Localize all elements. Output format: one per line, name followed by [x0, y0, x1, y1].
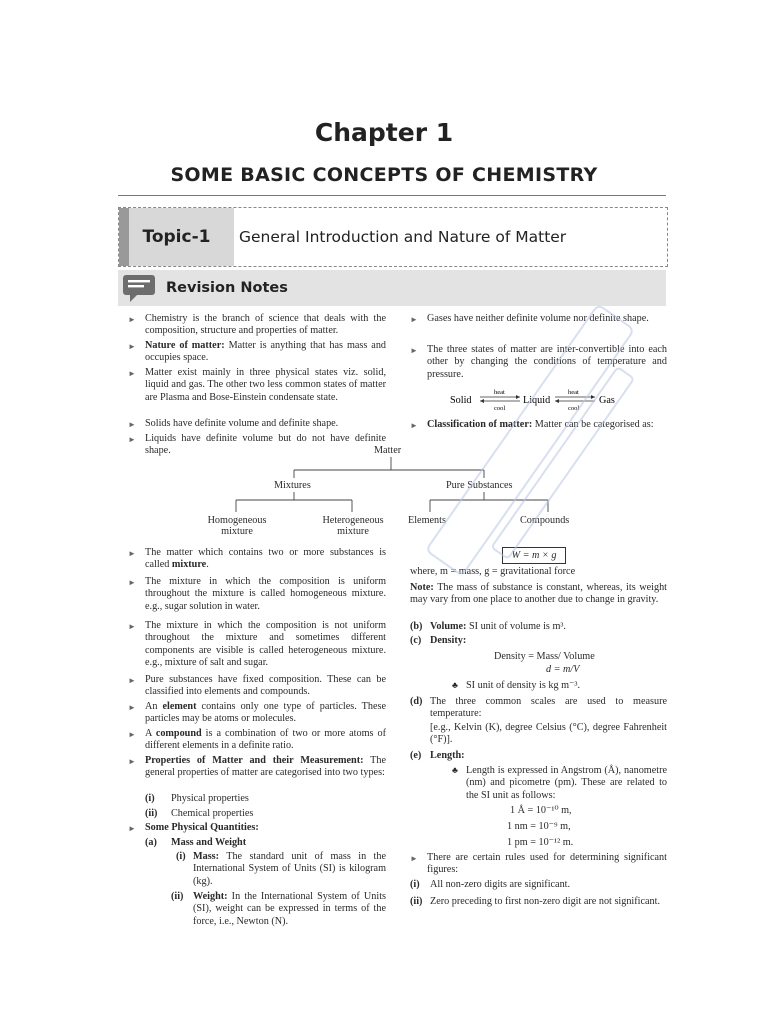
list-item: ♣ SI unit of density is kg m⁻³. — [452, 680, 580, 691]
list-item: ► Pure substances have fixed composition. These can be classified into elements and compounds. — [128, 674, 386, 698]
note: Note: The mass of substance is constant, whereas, its weight may vary from one place to another due to change in gravity. — [410, 582, 667, 606]
diagram-node-elements: Elements — [408, 515, 446, 526]
list-item: ► The mixture in which the composition is not uniform throughout the mixture and sometimes different components are visible is called heterogeneous mixture. e.g., mixture of salt and sugar. — [128, 620, 386, 668]
list-item: ► Chemistry is the branch of science that deals with the composition, structure and properties of matter. — [128, 313, 386, 337]
diagram-node-homogeneous: Homogeneous mixture — [207, 515, 267, 537]
speech-bubble-icon — [120, 272, 160, 304]
svg-text:Gas: Gas — [599, 395, 615, 406]
bullet-icon: ♣ — [452, 765, 458, 775]
svg-text:heat: heat — [494, 389, 505, 396]
list-item: ► The three states of matter are inter-convertible into each other by changing the conditions of temperature and pressure. — [410, 344, 667, 380]
list-item: (d) The three common scales are used to measure temperature: — [410, 696, 667, 720]
list-item: ► An element contains only one type of particles. These particles may be atoms or molecules. — [128, 701, 386, 725]
pointer-icon: ► — [128, 622, 136, 631]
topic-label: Topic-1 — [119, 208, 234, 266]
diagram-node-compounds: Compounds — [520, 515, 570, 526]
title-divider — [118, 195, 666, 196]
svg-text:Liquid: Liquid — [523, 395, 551, 406]
density-formula: d = m/V — [546, 664, 580, 675]
list-item: (ii) Weight: In the International System of Units (SI), weight can be expressed in terms of the force, i.e., Newton (N). — [171, 891, 386, 927]
temperature-scales: [e.g., Kelvin (K), degree Celsius (°C), degree Fahrenheit (°F)]. — [430, 722, 667, 746]
list-item: ► The matter which contains two or more substances is called mixture. — [128, 547, 386, 571]
pointer-icon: ► — [128, 342, 136, 351]
list-item: (i) Mass: The standard unit of mass in the International System of Units (SI) is kilogram (kg). — [176, 851, 386, 887]
length-relation: 1 Å = 10⁻¹⁰ m, — [510, 805, 572, 816]
chapter-title: SOME BASIC CONCEPTS OF CHEMISTRY — [170, 164, 598, 186]
list-item: (a) Mass and Weight — [145, 837, 247, 848]
list-item: ► Liquids have definite volume but do not have definite shape. — [128, 433, 386, 457]
pointer-icon: ► — [128, 676, 136, 685]
length-relation: 1 pm = 10⁻¹² m. — [507, 837, 574, 848]
pointer-icon: ► — [410, 346, 418, 355]
density-equation: Density = Mass/ Volume — [494, 651, 595, 662]
pointer-icon: ► — [410, 421, 418, 430]
list-item: ► Gases have neither definite volume nor definite shape. — [410, 313, 667, 325]
list-item: (ii) Zero preceding to first non-zero digit are not significant. — [410, 896, 660, 907]
list-item: ► There are certain rules used for determining significant figures: — [410, 852, 667, 876]
states-equation — [450, 387, 670, 411]
topic-banner — [118, 207, 668, 267]
pointer-icon: ► — [128, 730, 136, 739]
list-item: ► Solids have definite volume and definite shape. — [128, 418, 386, 430]
list-item: ► Nature of matter: Matter is anything that has mass and occupies space. — [128, 340, 387, 364]
bullet-icon: ♣ — [452, 680, 458, 690]
revision-notes-bar — [118, 270, 666, 306]
svg-text:cool: cool — [568, 405, 580, 411]
list-item: (e) Length: — [410, 750, 465, 761]
diagram-node-pure-substances: Pure Substances — [446, 480, 513, 491]
pointer-icon: ► — [410, 854, 418, 863]
weight-formula: W = m × g — [502, 547, 566, 564]
diagram-node-matter: Matter — [374, 445, 402, 456]
list-item: (ii) Chemical properties — [145, 808, 254, 819]
pointer-icon: ► — [128, 435, 136, 444]
text-line: where, m = mass, g = gravitational force — [410, 566, 576, 577]
list-item: ♣ Length is expressed in Angstrom (Å), nanometre (nm) and picometre (pm). These are related to the SI unit as follows: — [452, 765, 667, 801]
pointer-icon: ► — [128, 757, 136, 766]
length-relation: 1 nm = 10⁻⁹ m, — [507, 821, 571, 832]
classification-diagram — [118, 440, 666, 544]
pointer-icon: ► — [128, 420, 136, 429]
svg-text:Solid: Solid — [450, 395, 472, 406]
list-item: (i) Physical properties — [145, 793, 249, 804]
pointer-icon: ► — [128, 315, 136, 324]
list-item: (b) Volume: SI unit of volume is m³. — [410, 621, 566, 632]
list-item: ► Matter exist mainly in three physical states viz. solid, liquid and gas. The other two less common states of matter are Plasma and Bose-Einstein condensate state. — [128, 367, 386, 403]
list-item: ► Classification of matter: Matter can be categorised as: — [410, 419, 667, 431]
diagram-node-heterogeneous: Heterogeneous mixture — [322, 515, 384, 537]
list-item: ► The mixture in which the composition is uniform throughout the mixture is called homogeneous mixture. e.g., sugar solution in water. — [128, 576, 386, 612]
topic-title: General Introduction and Nature of Matter — [239, 228, 567, 246]
pointer-icon: ► — [128, 549, 136, 558]
revision-notes-title: Revision Notes — [166, 280, 288, 296]
svg-text:heat: heat — [568, 389, 579, 396]
svg-text:cool: cool — [494, 405, 506, 411]
list-item: (i) All non-zero digits are significant. — [410, 879, 571, 890]
list-item: ► Properties of Matter and their Measurement: The general properties of matter are categorised into two types: — [128, 755, 387, 779]
chapter-heading: Chapter 1 — [314, 118, 454, 147]
pointer-icon: ► — [128, 369, 136, 378]
pointer-icon: ► — [410, 315, 418, 324]
list-item: (c) Density: — [410, 635, 467, 646]
pointer-icon: ► — [128, 703, 136, 712]
pointer-icon: ► — [128, 578, 136, 587]
diagram-node-mixtures: Mixtures — [274, 480, 311, 491]
list-item: ► A compound is a combination of two or more atoms of different elements in a definite ratio. — [128, 728, 386, 752]
pointer-icon: ► — [128, 824, 136, 833]
list-item: ► Some Physical Quantities: — [128, 822, 386, 834]
